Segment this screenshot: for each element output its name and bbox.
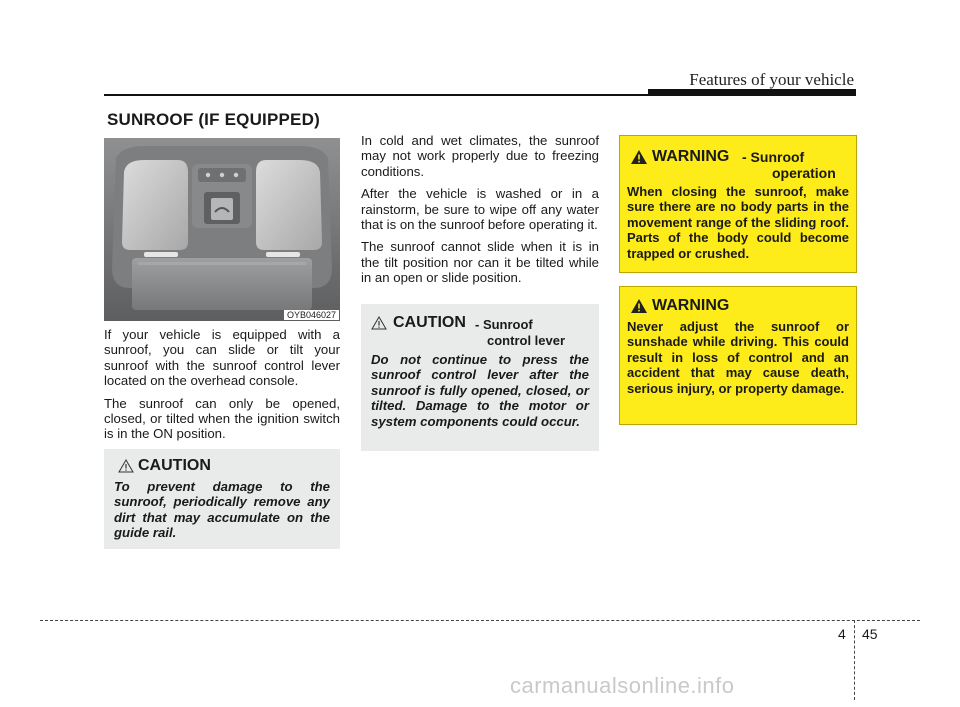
caution-title: CAUTION: [138, 457, 211, 474]
caution-subtitle: - Sunroof: [475, 317, 533, 332]
header-bar: [648, 89, 856, 96]
paragraph: If your vehicle is equipped with a sunroof, you can slide or tilt your sunroof with the sunroof control lever located on the overhead console.: [104, 327, 340, 389]
watermark: carmanualsonline.info: [510, 673, 735, 698]
warning-subtitle: - Sunroof: [742, 149, 805, 165]
middle-column: [361, 133, 599, 293]
caution-subtitle: control lever: [487, 333, 566, 348]
caution-body: Do not continue to press the sunroof control lever after the sunroof is fully opened, closed, or tilted. Damage to the motor or system components could occur.: [371, 352, 589, 429]
warning-subtitle: operation: [772, 165, 836, 181]
warning-box-adjust-while-driving: [619, 286, 857, 425]
paragraph: After the vehicle is washed or in a rainstorm, be sure to wipe off any water that is on the sunroof before operating it.: [361, 186, 599, 233]
caution-triangle-icon: [371, 316, 387, 330]
overhead-console-illustration: [104, 138, 340, 321]
warning-title: WARNING: [652, 297, 730, 314]
running-header: Features of your vehicle: [689, 70, 854, 89]
footer-rule: [40, 620, 920, 621]
left-column: [104, 327, 340, 449]
chapter-number: 4: [838, 626, 846, 642]
caution-box-control-lever: [361, 304, 599, 451]
paragraph: In cold and wet climates, the sunroof may not work properly due to freezing conditions.: [361, 133, 599, 179]
caution-triangle-icon: [118, 459, 134, 473]
caution-title: CAUTION: [393, 314, 466, 331]
warning-body: Never adjust the sunroof or sunshade while driving. This could result in loss of control and an accident that may cause death, serious injury, or property damage.: [627, 319, 849, 396]
section-title: SUNROOF (IF EQUIPPED): [107, 110, 320, 129]
figure-label: OYB046027: [284, 310, 339, 320]
page-number: 45: [862, 626, 878, 642]
warning-triangle-icon: [630, 149, 648, 165]
paragraph: The sunroof can only be opened, closed, or tilted when the ignition switch is in the ON position.: [104, 395, 340, 442]
warning-triangle-icon: [630, 298, 648, 314]
warning-body: When closing the sunroof, make sure there are no body parts in the movement range of the sliding roof. Parts of the body could become trapped or crushed.: [627, 184, 849, 261]
overhead-console-photo: [104, 138, 340, 321]
caution-box-guide-rail: [104, 449, 340, 549]
warning-title: WARNING: [652, 148, 730, 165]
caution-body: To prevent damage to the sunroof, periodically remove any dirt that may accumulate on the guide rail.: [114, 479, 330, 541]
paragraph: The sunroof cannot slide when it is in the tilt position nor can it be tilted while in an open or slide position.: [361, 239, 599, 286]
footer-divider: [854, 620, 855, 700]
warning-box-sunroof-operation: [619, 135, 857, 273]
